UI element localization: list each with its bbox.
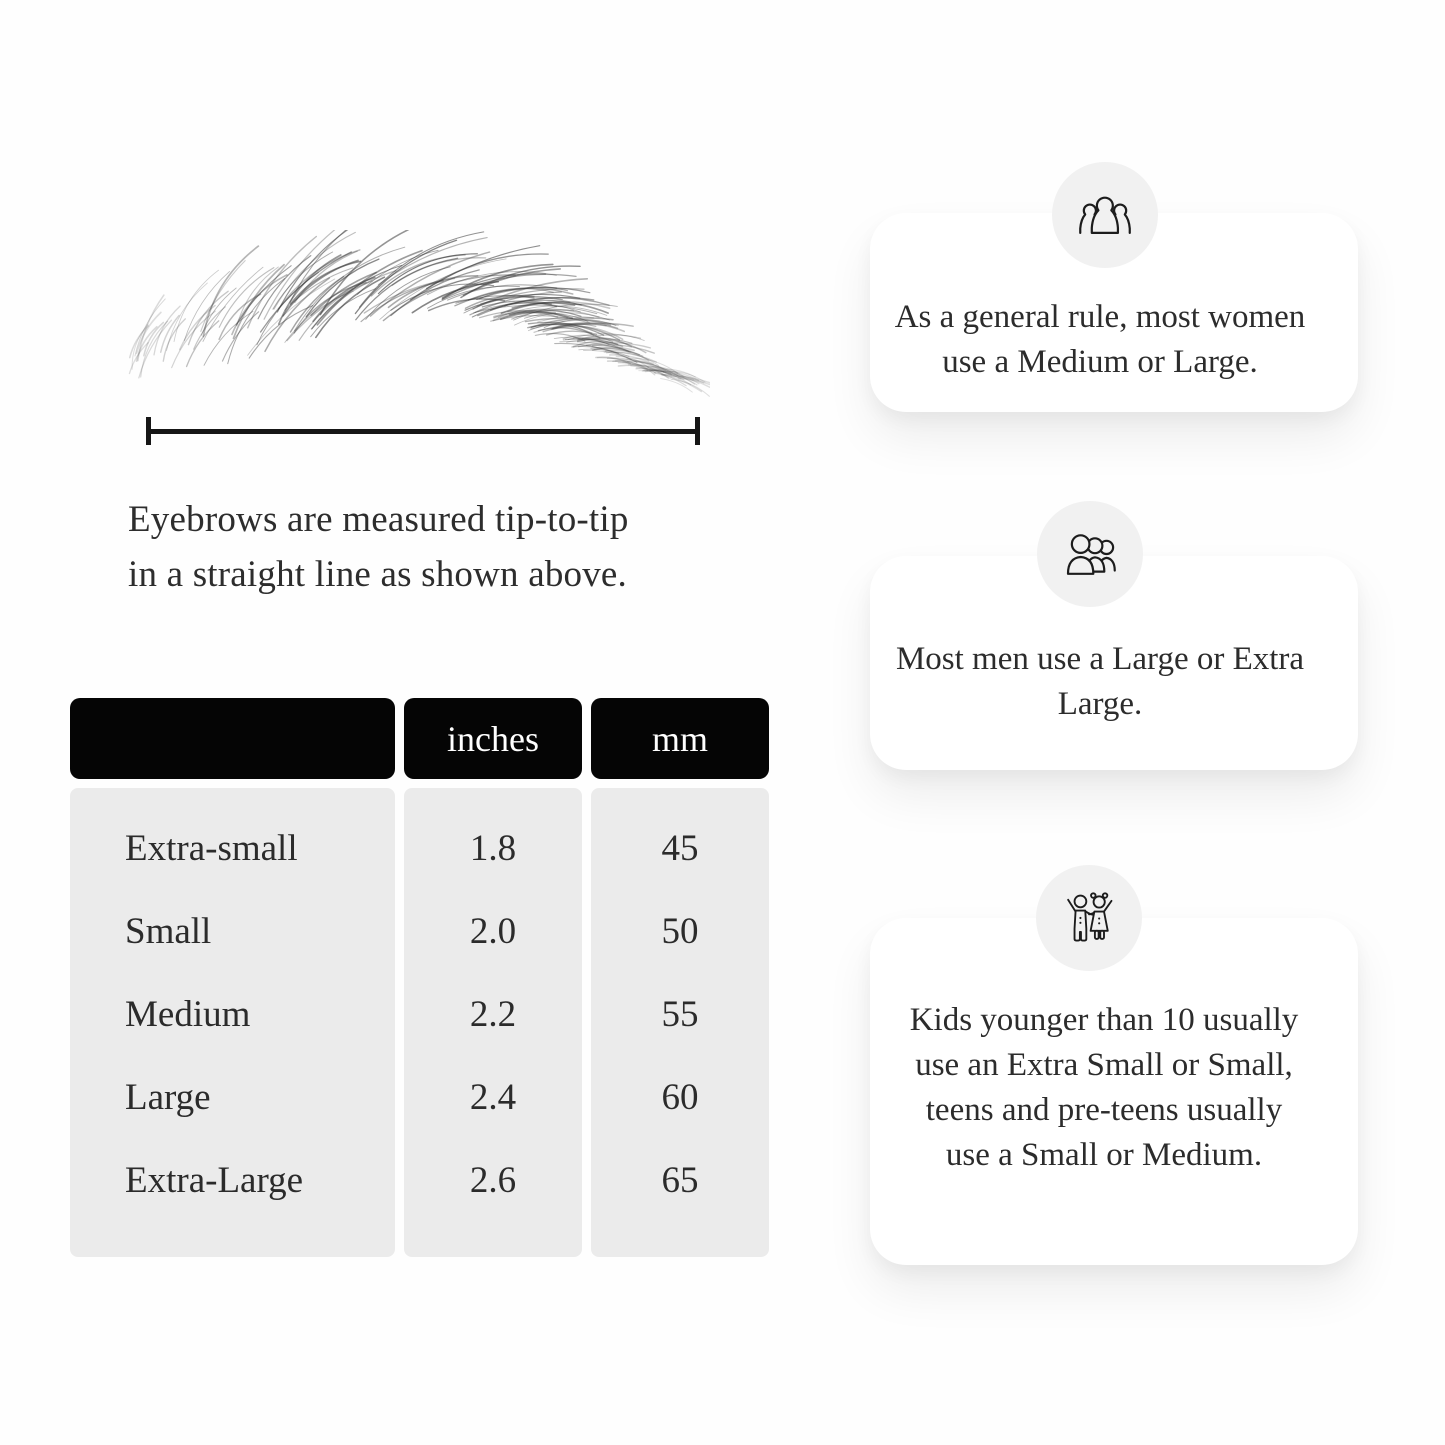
caption-line-1: Eyebrows are measured tip-to-tip [128,499,629,540]
inches-value: 2.4 [469,1077,517,1118]
inches-value: 2.0 [469,911,517,952]
mm-value: 60 [661,1077,699,1118]
card-kids [870,918,1358,1265]
kids-icon-circle [1036,865,1142,971]
men-icon-circle [1037,501,1143,607]
women-group-icon [1072,185,1138,245]
card-women-text: As a general rule, most women use a Medium or Large. [894,299,1306,380]
men-group-icon [1057,524,1123,584]
card-kids-text: Kids younger than 10 usually use an Extra Small or Small, teens and pre-teens usually use a Small or Medium. [909,1002,1299,1173]
children-icon [1056,888,1122,948]
measurement-line [146,417,700,445]
size-table-body [70,788,769,1257]
measurement-line-bar [151,429,695,434]
size-label: Small [125,911,212,952]
header-cell-inches: inches [404,698,582,779]
card-men-text: Most men use a Large or Extra Large. [895,641,1305,722]
mm-value: 65 [661,1160,699,1201]
eyebrow-sketch-svg [118,230,710,400]
women-icon-circle [1052,162,1158,268]
size-table [70,698,769,1257]
size-table-header [70,698,769,779]
size-label: Extra-small [125,828,298,869]
size-label: Large [125,1077,211,1118]
size-label: Extra-Large [125,1160,304,1201]
header-cell-mm: mm [591,698,769,779]
header-cell-size [70,698,395,779]
mm-value: 50 [661,911,699,952]
column-inches-values [404,788,582,1257]
measurement-caption [128,492,748,602]
eyebrow-illustration [118,230,710,400]
mm-value: 45 [661,828,699,869]
mm-value: 55 [661,994,699,1035]
inches-value: 2.2 [469,994,517,1035]
size-label: Medium [125,994,251,1035]
column-mm-values [591,788,769,1257]
caption-line-2: in a straight line as shown above. [128,554,628,595]
inches-value: 2.6 [469,1160,517,1201]
column-size-labels [70,788,395,1257]
inches-value: 1.8 [469,828,517,869]
